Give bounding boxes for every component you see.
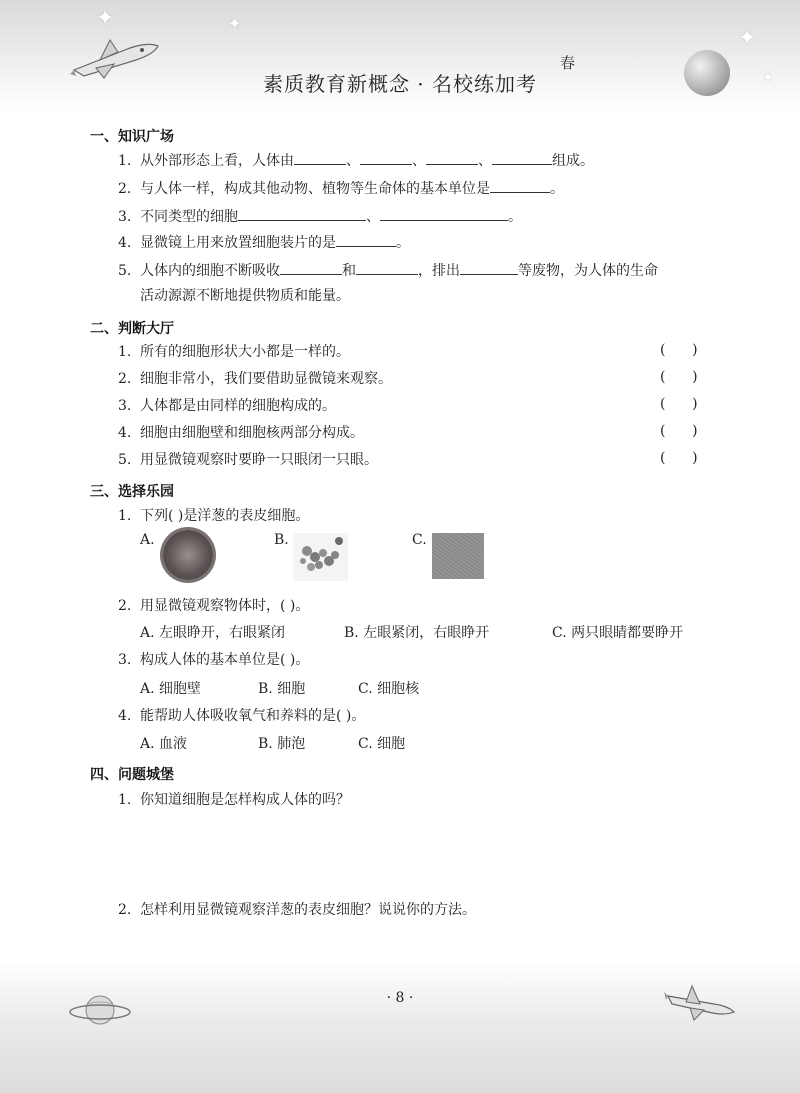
question-text: 显微镜上用来放置细胞装片的是 xyxy=(140,235,336,251)
cell-image-b[interactable] xyxy=(293,533,348,581)
page-number: · 8 · xyxy=(386,990,414,1006)
answer-blank[interactable] xyxy=(294,150,346,165)
option-a[interactable]: A. 血液 xyxy=(140,736,188,752)
judge-item-3 xyxy=(118,396,336,416)
connector-text: 和 xyxy=(342,263,356,279)
question-text: 用显微镜观察物体时，( )。 xyxy=(140,598,310,614)
question-number: 4. xyxy=(118,425,132,441)
separator: 、 xyxy=(366,209,380,225)
question-number: 1. xyxy=(118,344,132,360)
fill-question-2 xyxy=(118,178,564,199)
section-title-judgement: 二、判断大厅 xyxy=(90,321,174,337)
judge-item-4 xyxy=(118,423,364,443)
answer-blank[interactable] xyxy=(426,150,478,165)
question-number: 1. xyxy=(118,792,132,808)
question-text: 怎样利用显微镜观察洋葱的表皮细胞？说说你的方法。 xyxy=(140,902,476,918)
answer-paren[interactable]: ( ) xyxy=(660,342,698,358)
question-number: 4. xyxy=(118,708,132,724)
question-number: 3. xyxy=(118,652,132,668)
question-number: 2. xyxy=(118,181,132,197)
answer-blank[interactable] xyxy=(280,260,342,275)
answer-paren[interactable]: ( ) xyxy=(660,450,698,466)
connector-text: ，排出 xyxy=(418,263,460,279)
open-question-2 xyxy=(118,900,476,920)
cell-image-c[interactable] xyxy=(432,533,484,579)
question-number: 3. xyxy=(118,209,132,225)
option-b-label[interactable]: B. xyxy=(274,532,289,548)
answer-blank[interactable] xyxy=(460,260,518,275)
page-header-title: 素质教育新概念 · 名校练加考 xyxy=(262,72,538,96)
star-icon: ✦ xyxy=(96,6,115,31)
choice-question-4 xyxy=(118,706,365,726)
option-c[interactable]: C. 两只眼睛都要睁开 xyxy=(552,625,684,641)
answer-paren[interactable]: ( ) xyxy=(660,396,698,412)
separator: 、 xyxy=(478,153,492,169)
question-text: 构成人体的基本单位是( )。 xyxy=(140,652,310,668)
open-question-1 xyxy=(118,790,350,810)
season-label: 春 xyxy=(560,54,576,72)
choice-question-1 xyxy=(118,506,309,526)
question-number: 1. xyxy=(118,508,132,524)
question-number: 5. xyxy=(118,263,132,279)
star-icon: ✦ xyxy=(738,26,757,51)
section-title-knowledge: 一、知识广场 xyxy=(90,129,174,145)
judge-item-5 xyxy=(118,450,378,470)
choice-question-3 xyxy=(118,650,309,670)
option-c[interactable]: C. 细胞核 xyxy=(358,681,420,697)
answer-blank[interactable] xyxy=(360,150,412,165)
judge-item-1 xyxy=(118,342,350,362)
question-number: 3. xyxy=(118,398,132,414)
question-end: 组成。 xyxy=(552,153,594,169)
section-title-problems: 四、问题城堡 xyxy=(90,767,174,783)
question-number: 2. xyxy=(118,902,132,918)
question-text: 细胞由细胞壁和细胞核两部分构成。 xyxy=(140,425,364,441)
separator: 、 xyxy=(346,153,360,169)
fill-question-3 xyxy=(118,206,522,227)
star-icon: ✦ xyxy=(762,70,774,86)
separator: 、 xyxy=(412,153,426,169)
question-text: 能帮助人体吸收氧气和养料的是( )。 xyxy=(140,708,366,724)
option-a[interactable]: A. 细胞壁 xyxy=(140,681,202,697)
judge-item-2 xyxy=(118,369,392,389)
question-end: 。 xyxy=(396,235,410,251)
fill-question-5-continued: 活动源源不断地提供物质和能量。 xyxy=(140,288,350,304)
question-text: 用显微镜观察时要睁一只眼闭一只眼。 xyxy=(140,452,378,468)
question-number: 1. xyxy=(118,153,132,169)
option-a[interactable]: A. 左眼睁开，右眼紧闭 xyxy=(140,625,286,641)
globe-icon xyxy=(684,50,730,96)
cell-image-a[interactable] xyxy=(163,530,213,580)
option-b[interactable]: B. 左眼紧闭，右眼睁开 xyxy=(344,625,490,641)
question-number: 2. xyxy=(118,371,132,387)
answer-blank[interactable] xyxy=(492,150,552,165)
answer-blank[interactable] xyxy=(356,260,418,275)
question-text: 不同类型的细胞 xyxy=(140,209,238,225)
question-text: 人体内的细胞不断吸收 xyxy=(140,263,280,279)
answer-paren[interactable]: ( ) xyxy=(660,369,698,385)
fill-question-5 xyxy=(118,260,658,281)
option-a-label[interactable]: A. xyxy=(140,532,155,548)
answer-blank[interactable] xyxy=(490,178,550,193)
question-text-continued: 等废物，为人体的生命 xyxy=(518,263,658,279)
question-number: 4. xyxy=(118,235,132,251)
fill-question-4 xyxy=(118,232,410,253)
option-c[interactable]: C. 细胞 xyxy=(358,736,406,752)
question-text: 从外部形态上看，人体由 xyxy=(140,153,294,169)
answer-blank[interactable] xyxy=(380,206,508,221)
question-text: 人体都是由同样的细胞构成的。 xyxy=(140,398,336,414)
answer-paren[interactable]: ( ) xyxy=(660,423,698,439)
question-text: 与人体一样，构成其他动物、植物等生命体的基本单位是 xyxy=(140,181,490,197)
fill-question-1 xyxy=(118,150,594,171)
question-text: 细胞非常小，我们要借助显微镜来观察。 xyxy=(140,371,392,387)
question-number: 5. xyxy=(118,452,132,468)
space-shuttle-icon xyxy=(664,982,736,1022)
star-icon: ✦ xyxy=(228,14,242,33)
question-number: 2. xyxy=(118,598,132,614)
question-end: 。 xyxy=(550,181,564,197)
ringed-planet-icon xyxy=(68,990,132,1030)
answer-blank[interactable] xyxy=(238,206,366,221)
choice-question-2 xyxy=(118,596,309,616)
option-b[interactable]: B. 细胞 xyxy=(258,681,306,697)
question-text: 下列( )是洋葱的表皮细胞。 xyxy=(140,508,310,524)
question-end: 。 xyxy=(508,209,522,225)
section-title-choice: 三、选择乐园 xyxy=(90,484,174,500)
option-b[interactable]: B. 肺泡 xyxy=(258,736,306,752)
option-c-label[interactable]: C. xyxy=(412,532,427,548)
answer-blank[interactable] xyxy=(336,232,396,247)
question-text: 你知道细胞是怎样构成人体的吗？ xyxy=(140,792,350,808)
question-text: 所有的细胞形状大小都是一样的。 xyxy=(140,344,350,360)
